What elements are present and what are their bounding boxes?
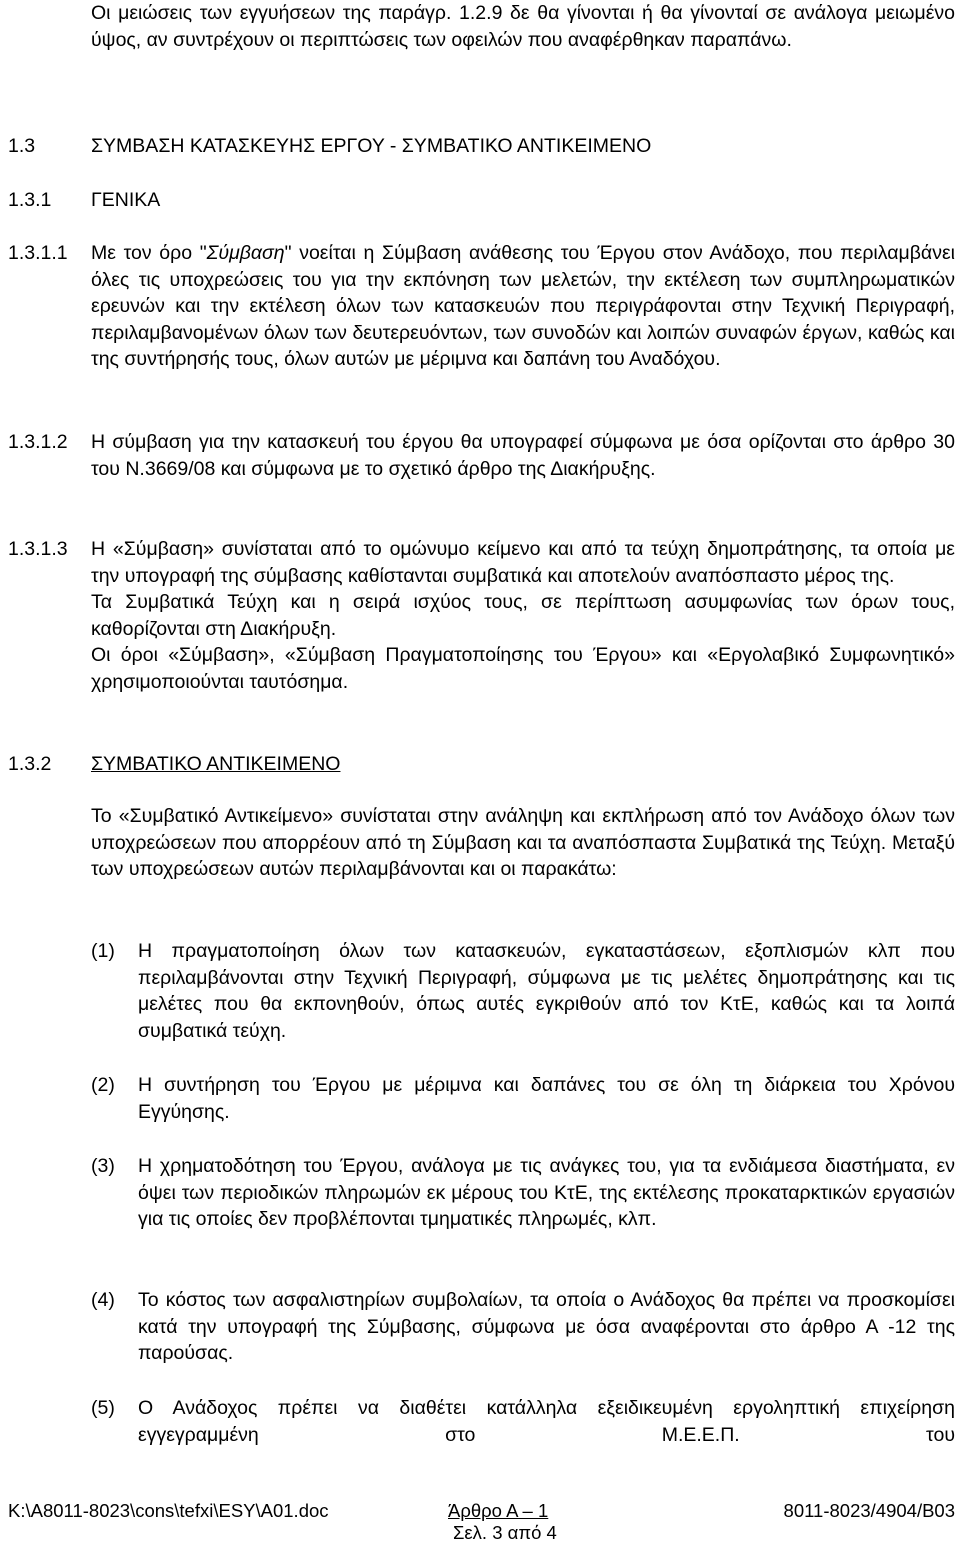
- section-number: 1.3.1: [8, 189, 52, 211]
- paragraph-1-3-2-intro: Το «Συμβατικό Αντικείμενο» συνίσταται στην ανάληψη και εκπλήρωση από τον Ανάδοχο όλων των υποχρεώσεων που απορρέουν από τη Σύμβαση και τα αναπόσπαστα Συμβατικά της Τεύχη. Μεταξύ των υποχρεώσεων αυτών περιλαμβάνονται και οι παρακάτω:: [91, 805, 955, 880]
- document-code: 8011-8023/4904/B03: [783, 1500, 955, 1521]
- list-item: [91, 1395, 955, 1449]
- paragraph-number: 1.3.1.3: [8, 538, 68, 560]
- page-footer: [8, 1500, 955, 1544]
- file-path: K:\A8011-8023\cons\tefxi\ESY\A01.doc: [8, 1500, 329, 1521]
- paragraph-body: Η σύμβαση για την κατασκευή του έργου θα υπογραφεί σύμφωνα με όσα ορίζονται στο άρθρο 30 του Ν.3669/08 και σύμφωνα με το σχετικό άρθρο της Διακήρυξης.: [91, 431, 955, 480]
- article-reference: Άρθρο Α – 1: [448, 1500, 549, 1521]
- list-item-text: Ο Ανάδοχος πρέπει να διαθέτει κατάλληλα εξειδικευμένη εργοληπτική επιχείρηση εγγεγραμμένη στο Μ.Ε.Ε.Π. του: [138, 1397, 955, 1446]
- list-marker: (4): [91, 1289, 115, 1311]
- list-marker: (1): [91, 940, 115, 962]
- list-item-text: Η πραγματοποίηση όλων των κατασκευών, εγκαταστάσεων, εξοπλισμών κλπ που περιλαμβάνονται στην Τεχνική Περιγραφή, σύμφωνα με τις μελέτες δημοπράτησης και τις μελέτες που θα εκπονηθούν, όπως αυτές εγκριθούν από τον ΚτΕ, καθώς και τα λοιπά συμβατικά τεύχη.: [138, 940, 955, 1042]
- list-item-text: Το κόστος των ασφαλιστηρίων συμβολαίων, τα οποία ο Ανάδοχος θα πρέπει να προσκομίσει κατά την υπογραφή της Σύμβασης, σύμφωνα με όσα αναφέρονται στο άρθρο Α -12 της παρούσας.: [138, 1289, 955, 1364]
- intro-paragraph: Οι μειώσεις των εγγυήσεων της παράγρ. 1.2.9 δε θα γίνονται ή θα γίνονταί σε ανάλογα μειωμένο ύψος, αν συντρέχουν οι περιπτώσεις των οφειλών που αναφέρθηκαν παραπάνω.: [91, 2, 955, 51]
- list-marker: (5): [91, 1397, 115, 1419]
- list-item-text: Η χρηματοδότηση του Έργου, ανάλογα με τις ανάγκες του, για τα ενδιάμεσα διαστήματα, εν όψει των περιοδικών πληρωμών εκ μέρους του ΚτΕ, της εκτέλεσης προκαταρκτικών εργασιών για τις οποίες δεν προβλέπονται τμηματικές πληρωμές, κλπ.: [138, 1155, 955, 1230]
- paragraph-number: 1.3.1.1: [8, 242, 68, 264]
- section-title: ΣΥΜΒΑΤΙΚΟ ΑΝΤΙΚΕΙΜΕΝΟ: [91, 753, 341, 775]
- paragraph-number: 1.3.1.2: [8, 431, 68, 453]
- paragraph-body: Η «Σύμβαση» συνίσταται από το ομώνυμο κείμενο και από τα τεύχη δημοπράτησης, τα οποία με την υπογραφή της σύμβασης καθίστανται συμβατικά και αποτελούν αναπόσπαστο μέρος της. Τα Συμβατικά Τεύχη και η σειρά ισχύος τους, σε περίπτωση ασυμφωνίας των όρων τους, καθορίζονται στη Διακήρυξη. Οι όροι «Σύμβαση», «Σύμβαση Πραγματοποίησης του Έργου» και «Εργολαβικό Συμφωνητικό» χρησιμοποιούνται ταυτόσημα.: [91, 538, 955, 693]
- paragraph-body: Με τον όρο "Σύμβαση" νοείται η Σύμβαση ανάθεσης του Έργου στον Ανάδοχο, που περιλαμβάνει όλες τις υποχρεώσεις του για την εκπόνηση των μελετών, την εκτέλεση των συμπληρωματικών ερευνών και την εκτέλεση όλων των κατασκευών που περιγράφονται στην Τεχνική Περιγραφή, περιλαμβανομένων όλων των δευτερευόντων, των συνοδών και λοιπών συναφών έργων, καθώς και της συντήρησής τους, όλων αυτών με μέριμνα και δαπάνη του Αναδόχου.: [91, 242, 955, 370]
- section-number: 1.3.2: [8, 753, 52, 775]
- section-title: ΣΥΜΒΑΣΗ ΚΑΤΑΣΚΕΥΗΣ ΕΡΓΟΥ - ΣΥΜΒΑΤΙΚΟ ΑΝΤΙΚΕΙΜΕΝΟ: [91, 135, 652, 157]
- page-number: Σελ. 3 από 4: [453, 1522, 557, 1543]
- section-title: ΓΕΝΙΚΑ: [91, 189, 161, 211]
- list-marker: (3): [91, 1155, 115, 1177]
- term-italic: Σύμβαση: [206, 242, 285, 264]
- list-item-text: Η συντήρηση του Έργου με μέριμνα και δαπάνες του σε όλη τη διάρκεια του Χρόνου Εγγύησης.: [138, 1074, 955, 1123]
- section-number: 1.3: [8, 135, 36, 157]
- list-marker: (2): [91, 1074, 115, 1096]
